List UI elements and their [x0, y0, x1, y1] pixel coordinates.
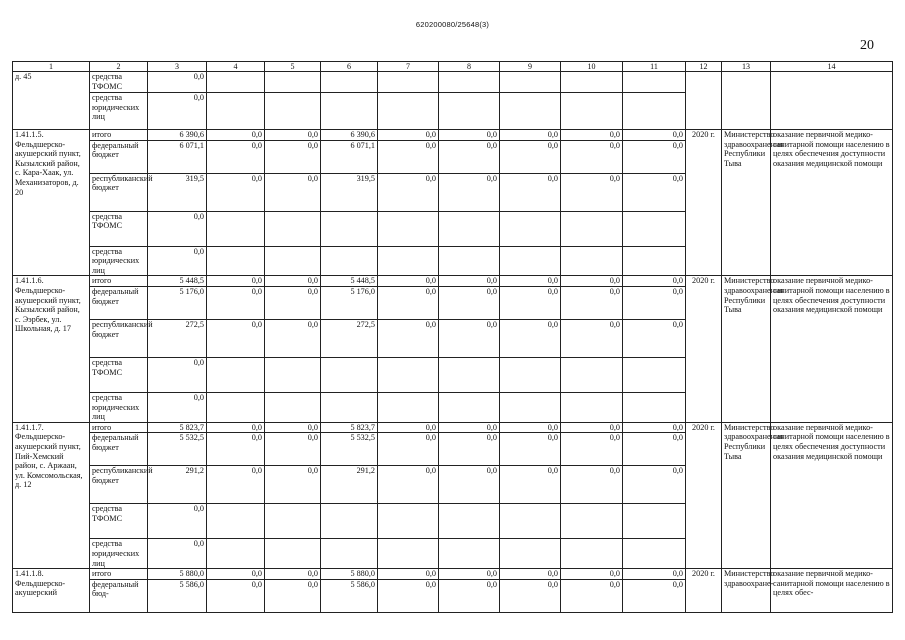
amount-cell: 5 880,0	[148, 569, 207, 580]
amount-cell: 0,0	[265, 433, 321, 466]
amount-cell	[378, 246, 439, 276]
amount-cell: 0,0	[207, 140, 265, 173]
amount-cell: 291,2	[148, 466, 207, 504]
amount-cell: 0,0	[439, 569, 500, 580]
column-number-header: 3	[148, 62, 207, 72]
amount-cell	[623, 504, 686, 539]
amount-cell: 0,0	[207, 130, 265, 141]
amount-cell: 0,0	[561, 140, 623, 173]
amount-cell: 0,0	[500, 579, 561, 612]
funding-source-cell: республиканский бюджет	[90, 466, 148, 504]
amount-cell: 0,0	[148, 504, 207, 539]
funding-source-cell: федеральный бюджет	[90, 433, 148, 466]
amount-cell	[500, 504, 561, 539]
amount-cell: 0,0	[623, 422, 686, 433]
amount-cell: 5 586,0	[321, 579, 378, 612]
amount-cell: 0,0	[623, 433, 686, 466]
amount-cell	[207, 539, 265, 569]
amount-cell	[207, 93, 265, 130]
amount-cell	[207, 357, 265, 392]
amount-cell: 0,0	[623, 579, 686, 612]
amount-cell: 0,0	[207, 466, 265, 504]
executor-cell: Министерство здравоохранения Республики Тыва	[722, 422, 771, 568]
amount-cell	[561, 539, 623, 569]
amount-cell	[561, 93, 623, 130]
amount-cell: 0,0	[207, 579, 265, 612]
funding-source-cell: итого	[90, 276, 148, 287]
amount-cell	[321, 392, 378, 422]
amount-cell: 5 176,0	[321, 286, 378, 319]
amount-cell: 0,0	[148, 93, 207, 130]
year-cell	[686, 72, 722, 130]
amount-cell: 0,0	[265, 173, 321, 211]
amount-cell: 0,0	[378, 173, 439, 211]
amount-cell: 0,0	[623, 466, 686, 504]
amount-cell: 5 176,0	[148, 286, 207, 319]
year-cell: 2020 г.	[686, 276, 722, 422]
amount-cell	[265, 357, 321, 392]
amount-cell: 0,0	[378, 286, 439, 319]
amount-cell: 0,0	[500, 422, 561, 433]
amount-cell: 0,0	[265, 319, 321, 357]
amount-cell: 5 586,0	[148, 579, 207, 612]
amount-cell: 0,0	[500, 433, 561, 466]
amount-cell: 0,0	[439, 433, 500, 466]
amount-cell	[207, 246, 265, 276]
executor-cell: Министерство здравоохранения Республики Тыва	[722, 276, 771, 422]
table-row	[13, 130, 893, 141]
amount-cell: 0,0	[207, 276, 265, 287]
amount-cell: 0,0	[378, 422, 439, 433]
amount-cell: 0,0	[265, 422, 321, 433]
amount-cell	[561, 246, 623, 276]
amount-cell: 0,0	[561, 579, 623, 612]
amount-cell	[439, 539, 500, 569]
amount-cell: 0,0	[148, 539, 207, 569]
amount-cell: 0,0	[439, 422, 500, 433]
amount-cell	[439, 392, 500, 422]
amount-cell: 0,0	[207, 569, 265, 580]
amount-cell: 0,0	[500, 319, 561, 357]
amount-cell	[623, 211, 686, 246]
amount-cell	[623, 392, 686, 422]
column-number-header: 12	[686, 62, 722, 72]
amount-cell: 0,0	[561, 433, 623, 466]
amount-cell: 0,0	[561, 466, 623, 504]
result-cell: оказание первичной медико-санитарной помощи населению в целях обеспечения доступности оказания медицинской помощи	[771, 422, 893, 568]
amount-cell: 0,0	[207, 286, 265, 319]
amount-cell: 319,5	[148, 173, 207, 211]
amount-cell: 0,0	[207, 433, 265, 466]
amount-cell	[623, 72, 686, 93]
amount-cell	[265, 539, 321, 569]
column-number-header: 13	[722, 62, 771, 72]
amount-cell	[439, 93, 500, 130]
amount-cell: 0,0	[148, 211, 207, 246]
amount-cell	[561, 504, 623, 539]
amount-cell	[321, 504, 378, 539]
result-cell: оказание первичной медико-санитарной помощи населению в целях обеспечения доступности оказания медицинской помощи	[771, 130, 893, 276]
column-number-header: 10	[561, 62, 623, 72]
executor-cell: Министерство здравоохранения Республики Тыва	[722, 130, 771, 276]
amount-cell	[378, 539, 439, 569]
amount-cell	[265, 211, 321, 246]
amount-cell: 0,0	[148, 357, 207, 392]
object-cell: д. 45	[13, 72, 90, 130]
amount-cell: 0,0	[148, 72, 207, 93]
amount-cell	[439, 504, 500, 539]
amount-cell	[265, 72, 321, 93]
amount-cell: 0,0	[378, 433, 439, 466]
amount-cell: 0,0	[561, 130, 623, 141]
amount-cell: 0,0	[623, 140, 686, 173]
amount-cell: 0,0	[378, 276, 439, 287]
amount-cell	[207, 211, 265, 246]
table-row	[13, 569, 893, 580]
column-number-header: 4	[207, 62, 265, 72]
funding-source-cell: средства юридических лиц	[90, 93, 148, 130]
amount-cell: 5 448,5	[148, 276, 207, 287]
document-id: 620200080/25648(3)	[415, 20, 490, 29]
amount-cell: 0,0	[623, 173, 686, 211]
object-cell: 1.41.1.8. Фельдшерско-акушерский	[13, 569, 90, 613]
amount-cell	[623, 93, 686, 130]
funding-source-cell: средства ТФОМС	[90, 357, 148, 392]
amount-cell	[378, 357, 439, 392]
amount-cell: 0,0	[439, 130, 500, 141]
executor-cell	[722, 72, 771, 130]
funding-source-cell: республиканский бюджет	[90, 173, 148, 211]
funding-source-cell: федеральный бюд-	[90, 579, 148, 612]
amount-cell: 0,0	[439, 466, 500, 504]
amount-cell	[321, 93, 378, 130]
budget-table	[12, 61, 893, 613]
amount-cell: 0,0	[500, 130, 561, 141]
amount-cell: 0,0	[265, 286, 321, 319]
result-cell: оказание первичной медико-санитарной помощи населению в целях обеспечения доступности оказания медицинской помощи	[771, 276, 893, 422]
amount-cell: 0,0	[623, 319, 686, 357]
amount-cell: 0,0	[265, 130, 321, 141]
table-row	[13, 72, 893, 93]
amount-cell: 0,0	[265, 466, 321, 504]
funding-source-cell: республиканский бюджет	[90, 319, 148, 357]
year-cell: 2020 г.	[686, 130, 722, 276]
amount-cell	[439, 72, 500, 93]
object-cell: 1.41.1.5. Фельдшерско-акушерский пункт, Кызылский район, с. Кара-Хаак, ул. Механизаторов, д. 20	[13, 130, 90, 276]
column-number-header: 7	[378, 62, 439, 72]
amount-cell: 291,2	[321, 466, 378, 504]
amount-cell: 6 390,6	[321, 130, 378, 141]
amount-cell	[207, 392, 265, 422]
amount-cell	[500, 392, 561, 422]
amount-cell	[207, 504, 265, 539]
amount-cell	[500, 211, 561, 246]
column-number-header: 14	[771, 62, 893, 72]
table-row	[13, 276, 893, 287]
amount-cell: 5 532,5	[148, 433, 207, 466]
amount-cell	[561, 72, 623, 93]
amount-cell: 0,0	[378, 319, 439, 357]
amount-cell: 0,0	[500, 276, 561, 287]
amount-cell: 5 448,5	[321, 276, 378, 287]
amount-cell: 0,0	[207, 319, 265, 357]
year-cell: 2020 г.	[686, 422, 722, 568]
funding-source-cell: итого	[90, 130, 148, 141]
amount-cell	[623, 539, 686, 569]
amount-cell	[439, 246, 500, 276]
amount-cell: 0,0	[207, 173, 265, 211]
amount-cell: 0,0	[561, 422, 623, 433]
column-number-header: 6	[321, 62, 378, 72]
amount-cell: 0,0	[561, 276, 623, 287]
amount-cell: 0,0	[378, 466, 439, 504]
funding-source-cell: средства юридических лиц	[90, 539, 148, 569]
amount-cell	[500, 72, 561, 93]
amount-cell	[265, 93, 321, 130]
amount-cell: 5 823,7	[148, 422, 207, 433]
funding-source-cell: федеральный бюджет	[90, 140, 148, 173]
amount-cell: 6 390,6	[148, 130, 207, 141]
amount-cell: 319,5	[321, 173, 378, 211]
amount-cell: 0,0	[439, 286, 500, 319]
amount-cell: 0,0	[561, 569, 623, 580]
amount-cell: 0,0	[500, 173, 561, 211]
amount-cell	[378, 72, 439, 93]
amount-cell: 0,0	[561, 173, 623, 211]
amount-cell: 0,0	[207, 422, 265, 433]
amount-cell	[561, 357, 623, 392]
amount-cell: 0,0	[439, 173, 500, 211]
amount-cell	[500, 357, 561, 392]
amount-cell: 0,0	[500, 286, 561, 319]
column-header-row	[13, 62, 893, 72]
amount-cell: 0,0	[378, 579, 439, 612]
funding-source-cell: средства ТФОМС	[90, 504, 148, 539]
amount-cell: 0,0	[439, 319, 500, 357]
amount-cell	[321, 211, 378, 246]
amount-cell: 0,0	[439, 140, 500, 173]
amount-cell	[378, 211, 439, 246]
amount-cell: 0,0	[378, 130, 439, 141]
result-cell	[771, 72, 893, 130]
amount-cell	[265, 504, 321, 539]
amount-cell: 0,0	[623, 130, 686, 141]
column-number-header: 9	[500, 62, 561, 72]
column-number-header: 8	[439, 62, 500, 72]
amount-cell: 0,0	[265, 140, 321, 173]
amount-cell	[321, 539, 378, 569]
amount-cell: 0,0	[378, 140, 439, 173]
amount-cell: 0,0	[623, 569, 686, 580]
amount-cell	[439, 211, 500, 246]
amount-cell	[265, 246, 321, 276]
amount-cell: 5 823,7	[321, 422, 378, 433]
funding-source-cell: федеральный бюджет	[90, 286, 148, 319]
funding-source-cell: итого	[90, 569, 148, 580]
amount-cell	[500, 539, 561, 569]
amount-cell	[561, 211, 623, 246]
amount-cell: 0,0	[148, 246, 207, 276]
amount-cell	[500, 246, 561, 276]
page-number: 20	[860, 38, 874, 53]
funding-source-cell: средства ТФОМС	[90, 72, 148, 93]
amount-cell: 0,0	[378, 569, 439, 580]
amount-cell: 0,0	[623, 286, 686, 319]
amount-cell: 5 532,5	[321, 433, 378, 466]
amount-cell: 6 071,1	[321, 140, 378, 173]
amount-cell	[623, 246, 686, 276]
amount-cell	[439, 357, 500, 392]
amount-cell: 0,0	[500, 140, 561, 173]
amount-cell	[207, 72, 265, 93]
amount-cell	[500, 93, 561, 130]
object-cell: 1.41.1.7. Фельдшерско-акушерский пункт, Пий-Хемский район, с. Аржаан, ул. Комсомольская, д. 12	[13, 422, 90, 568]
amount-cell: 0,0	[561, 286, 623, 319]
amount-cell	[623, 357, 686, 392]
amount-cell: 5 880,0	[321, 569, 378, 580]
column-number-header: 11	[623, 62, 686, 72]
amount-cell: 0,0	[500, 466, 561, 504]
funding-source-cell: средства ТФОМС	[90, 211, 148, 246]
amount-cell: 272,5	[148, 319, 207, 357]
amount-cell: 0,0	[439, 579, 500, 612]
amount-cell: 0,0	[265, 276, 321, 287]
amount-cell	[321, 246, 378, 276]
executor-cell: Министерство здравоохране-	[722, 569, 771, 613]
amount-cell: 0,0	[265, 569, 321, 580]
amount-cell: 0,0	[561, 319, 623, 357]
amount-cell: 0,0	[500, 569, 561, 580]
amount-cell	[378, 392, 439, 422]
amount-cell	[378, 93, 439, 130]
amount-cell	[321, 357, 378, 392]
funding-source-cell: итого	[90, 422, 148, 433]
result-cell: оказание первичной медико-санитарной помощи населению в целях обес-	[771, 569, 893, 613]
column-number-header: 2	[90, 62, 148, 72]
amount-cell	[321, 72, 378, 93]
amount-cell: 0,0	[439, 276, 500, 287]
amount-cell	[378, 504, 439, 539]
column-number-header: 1	[13, 62, 90, 72]
amount-cell: 0,0	[623, 276, 686, 287]
year-cell: 2020 г.	[686, 569, 722, 613]
column-number-header: 5	[265, 62, 321, 72]
amount-cell	[265, 392, 321, 422]
object-cell: 1.41.1.6. Фельдшерско-акушерский пункт, Кызылский район, с. Ээрбек, ул. Школьная, д. 17	[13, 276, 90, 422]
amount-cell: 0,0	[265, 579, 321, 612]
funding-source-cell: средства юридических лиц	[90, 246, 148, 276]
amount-cell: 0,0	[148, 392, 207, 422]
amount-cell: 272,5	[321, 319, 378, 357]
amount-cell: 6 071,1	[148, 140, 207, 173]
table-row	[13, 422, 893, 433]
amount-cell	[561, 392, 623, 422]
funding-source-cell: средства юридических лиц	[90, 392, 148, 422]
